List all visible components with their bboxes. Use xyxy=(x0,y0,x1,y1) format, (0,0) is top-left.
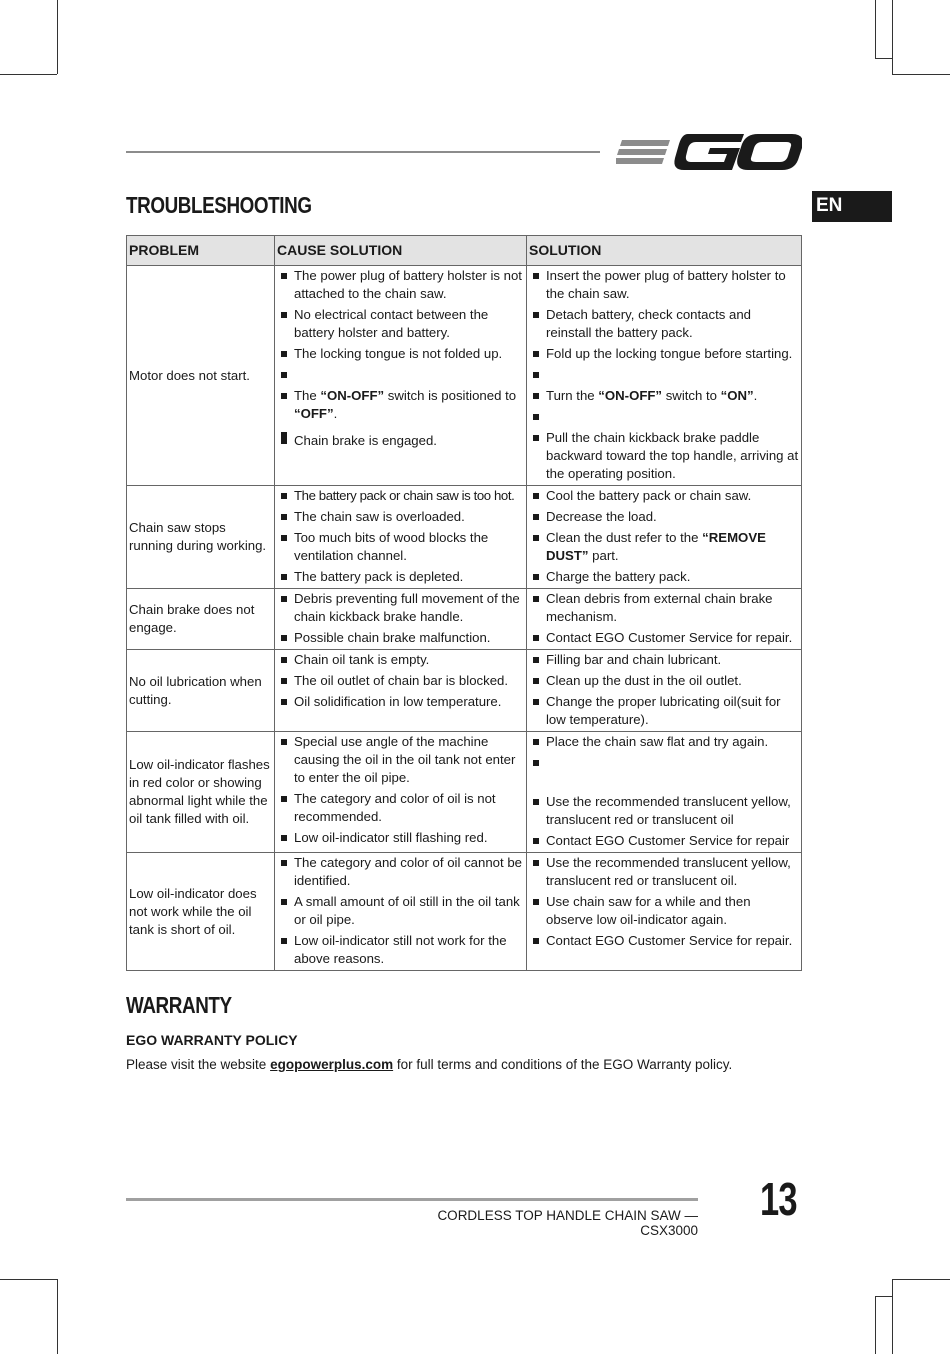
warranty-policy-text xyxy=(126,1057,732,1072)
footer-product-name: CORDLESS TOP HANDLE CHAIN SAW — CSX3000 xyxy=(437,1208,698,1238)
list-item: Pull the chain kickback brake paddle backward toward the top handle, arriving at the operating position. xyxy=(531,429,799,483)
column-header-solution: SOLUTION xyxy=(527,236,802,266)
crop-mark xyxy=(892,74,950,75)
cause-cell xyxy=(275,589,527,650)
list-item: Decrease the load. xyxy=(531,508,799,526)
list-item: Detach battery, check contacts and reinstall the battery pack. xyxy=(531,306,799,342)
table-row xyxy=(127,650,802,732)
list-item: Charge the battery pack. xyxy=(531,568,799,586)
list-item: Contact EGO Customer Service for repair. xyxy=(531,629,799,647)
solution-cell xyxy=(527,650,802,732)
problem-cell: Low oil-indicator flashes in red color or showing abnormal light while the oil tank filled with oil. xyxy=(127,732,275,853)
cause-cell xyxy=(275,650,527,732)
list-item: Debris preventing full movement of the chain kickback brake handle. xyxy=(279,590,524,626)
crop-mark xyxy=(0,74,57,75)
list-item: Chain brake is engaged. xyxy=(279,432,524,450)
crop-mark xyxy=(57,0,58,74)
cause-cell xyxy=(275,266,527,486)
list-item: The power plug of battery holster is not attached to the chain saw. xyxy=(279,267,524,303)
footer-rule xyxy=(126,1198,698,1201)
crop-mark xyxy=(0,1279,57,1280)
table-row xyxy=(127,266,802,486)
solution-cell xyxy=(527,266,802,486)
crop-mark xyxy=(57,1279,58,1354)
list-item: Low oil-indicator still flashing red. xyxy=(279,829,524,847)
solution-cell xyxy=(527,853,802,971)
list-item: Contact EGO Customer Service for repair xyxy=(531,832,799,850)
warranty-title: WARRANTY xyxy=(126,992,232,1018)
spacer xyxy=(279,426,524,429)
table-row xyxy=(127,853,802,971)
cause-cell xyxy=(275,486,527,589)
troubleshooting-title: TROUBLESHOOTING xyxy=(126,192,312,218)
list-item: No electrical contact between the battery holster and battery. xyxy=(279,306,524,342)
policy-text-after: for full terms and conditions of the EGO Warranty policy. xyxy=(393,1057,733,1072)
list-item: Clean the dust refer to the “REMOVE DUST” part. xyxy=(531,529,799,565)
list-item: Possible chain brake malfunction. xyxy=(279,629,524,647)
troubleshooting-table xyxy=(126,235,802,971)
solution-cell xyxy=(527,486,802,589)
list-item: The “ON-OFF” switch is positioned to “OFF”. xyxy=(279,387,524,423)
problem-cell: Chain saw stops running during working. xyxy=(127,486,275,589)
table-row xyxy=(127,589,802,650)
column-header-cause: CAUSE SOLUTION xyxy=(275,236,527,266)
list-item: The category and color of oil cannot be identified. xyxy=(279,854,524,890)
list-item: Use the recommended translucent yellow, translucent red or translucent oil. xyxy=(531,854,799,890)
solution-cell xyxy=(527,732,802,853)
crop-mark xyxy=(892,1279,950,1280)
warranty-policy-heading: EGO WARRANTY POLICY xyxy=(126,1032,298,1048)
table-header-row xyxy=(127,236,802,266)
list-item: The locking tongue is not folded up. xyxy=(279,345,524,363)
crop-mark xyxy=(875,1296,876,1354)
list-item: Contact EGO Customer Service for repair. xyxy=(531,932,799,950)
list-item: Use the recommended translucent yellow, translucent red or translucent oil xyxy=(531,793,799,829)
list-item: Too much bits of wood blocks the ventilation channel. xyxy=(279,529,524,565)
list-item: The battery pack or chain saw is too hot. xyxy=(279,487,524,505)
problem-cell: Low oil-indicator does not work while the oil tank is short of oil. xyxy=(127,853,275,971)
spacer xyxy=(531,408,799,426)
list-item: Chain oil tank is empty. xyxy=(279,651,524,669)
language-tab: EN xyxy=(812,191,892,222)
crop-mark xyxy=(892,1279,893,1354)
list-item: The oil outlet of chain bar is blocked. xyxy=(279,672,524,690)
list-item: The chain saw is overloaded. xyxy=(279,508,524,526)
crop-mark xyxy=(892,0,893,74)
list-item: Oil solidification in low temperature. xyxy=(279,693,524,711)
spacer xyxy=(279,366,524,384)
spacer xyxy=(531,754,799,790)
list-item: A small amount of oil still in the oil tank or oil pipe. xyxy=(279,893,524,929)
problem-cell: Chain brake does not engage. xyxy=(127,589,275,650)
problem-cell: Motor does not start. xyxy=(127,266,275,486)
list-item: Use chain saw for a while and then observe low oil-indicator again. xyxy=(531,893,799,929)
list-item: Insert the power plug of battery holster to the chain saw. xyxy=(531,267,799,303)
table-row xyxy=(127,732,802,853)
list-item: Clean debris from external chain brake mechanism. xyxy=(531,590,799,626)
list-item: Clean up the dust in the oil outlet. xyxy=(531,672,799,690)
list-item: Filling bar and chain lubricant. xyxy=(531,651,799,669)
problem-cell: No oil lubrication when cutting. xyxy=(127,650,275,732)
crop-mark xyxy=(875,58,892,59)
list-item: Fold up the locking tongue before starting. xyxy=(531,345,799,363)
warranty-website-link[interactable]: egopowerplus.com xyxy=(270,1057,394,1072)
cause-cell xyxy=(275,853,527,971)
table-row xyxy=(127,486,802,589)
list-item: Change the proper lubricating oil(suit for low temperature). xyxy=(531,693,799,729)
list-item: The battery pack is depleted. xyxy=(279,568,524,586)
list-item: Special use angle of the machine causing the oil in the oil tank not enter to enter the oil pipe. xyxy=(279,733,524,787)
list-item: Low oil-indicator still not work for the above reasons. xyxy=(279,932,524,968)
list-item: The category and color of oil is not recommended. xyxy=(279,790,524,826)
crop-mark xyxy=(875,0,876,58)
solution-cell xyxy=(527,589,802,650)
header-rule xyxy=(126,151,600,153)
list-item: Cool the battery pack or chain saw. xyxy=(531,487,799,505)
policy-text-before: Please visit the website xyxy=(126,1057,271,1072)
cause-cell xyxy=(275,732,527,853)
column-header-problem: PROBLEM xyxy=(127,236,275,266)
page-number: 13 xyxy=(760,1173,797,1225)
ego-logo xyxy=(616,128,802,174)
list-item: Place the chain saw flat and try again. xyxy=(531,733,799,751)
list-item: Turn the “ON-OFF” switch to “ON”. xyxy=(531,387,799,405)
spacer xyxy=(531,366,799,384)
crop-mark xyxy=(875,1296,892,1297)
